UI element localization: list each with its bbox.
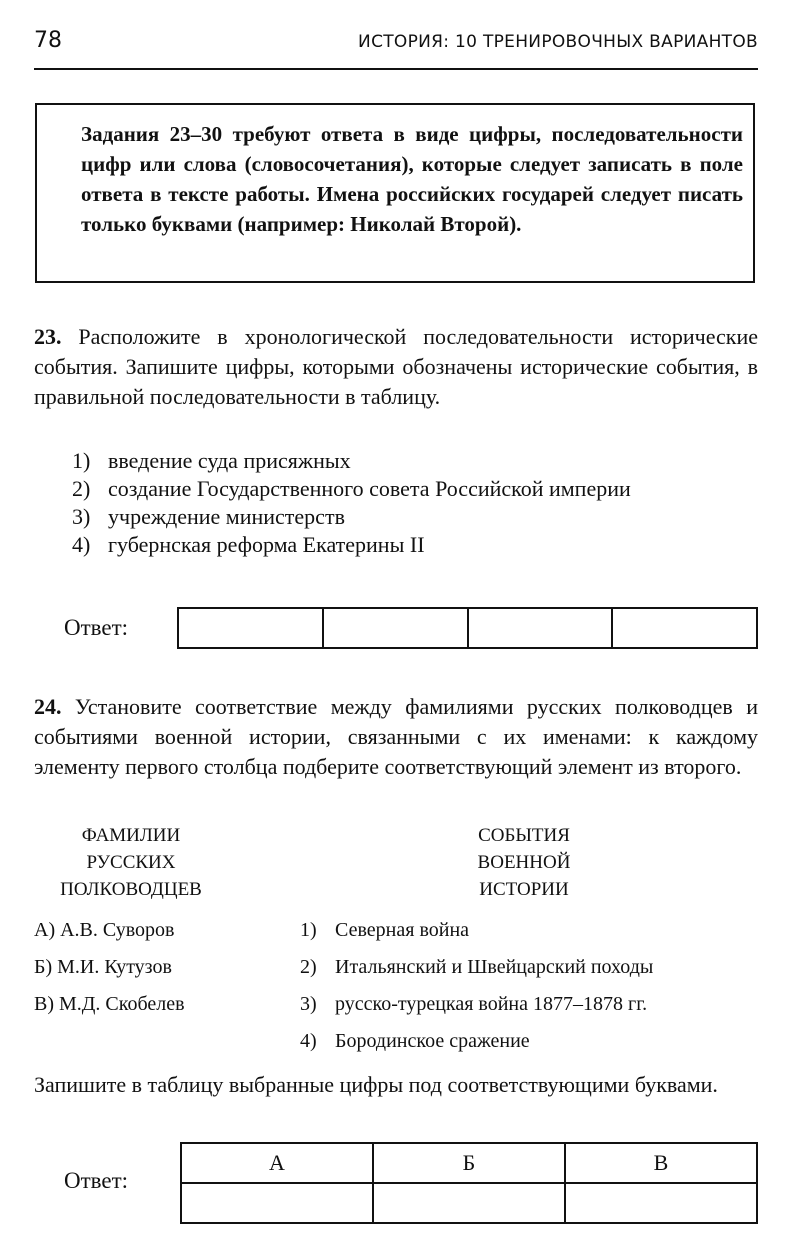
answer-cell-v[interactable] <box>565 1183 757 1223</box>
task-24-answer-label: Ответ: <box>64 1168 129 1193</box>
task-23-answer-label: Ответ: <box>64 615 129 640</box>
answer-cell-2[interactable] <box>323 608 468 648</box>
commanders-list <box>34 912 185 1023</box>
task-23-options <box>72 447 758 559</box>
header-line: ИСТОРИИ <box>479 879 569 900</box>
event-text: Итальянский и Швейцарский походы <box>335 956 654 978</box>
event-marker: 4) <box>300 1030 317 1052</box>
task-24-instruction: Запишите в таблицу выбранные цифры под соответствующими буквами. <box>34 1072 718 1097</box>
event-text: русско-турецкая война 1877–1878 гг. <box>335 993 648 1015</box>
task-23-answer-table <box>177 607 758 649</box>
option-text: введение суда присяжных <box>108 448 351 473</box>
event-marker: 2) <box>300 956 317 978</box>
task-23-prompt <box>34 322 758 412</box>
task-24-text: Установите соответствие между фамилиями русских полководцев и событиями военной истории, связанными с их именами: к каждому элементу первого столбца подберите соответствующий элемент из второго. <box>34 694 758 779</box>
option-text: губернская реформа Екатерины II <box>108 532 425 557</box>
option-marker: 2) <box>72 476 91 501</box>
right-column-header <box>420 822 628 903</box>
task-24-prompt <box>34 692 758 782</box>
page-header <box>34 24 758 70</box>
running-title: ИСТОРИЯ: 10 ТРЕНИРОВОЧНЫХ ВАРИАНТОВ <box>358 32 758 52</box>
option-marker: 4) <box>72 532 91 557</box>
event-marker: 3) <box>300 993 317 1015</box>
header-line: ВОЕННОЙ <box>477 852 571 873</box>
events-list <box>300 912 653 1060</box>
header-line: РУССКИХ <box>86 852 176 873</box>
event-item <box>300 1023 653 1060</box>
event-item <box>300 986 653 1023</box>
option-1 <box>72 447 758 475</box>
answer-cell-1[interactable] <box>178 608 323 648</box>
option-marker: 1) <box>72 448 91 473</box>
event-marker: 1) <box>300 919 317 941</box>
column-header-b: Б <box>373 1143 565 1183</box>
column-header-a: А <box>181 1143 373 1183</box>
column-header-v: В <box>565 1143 757 1183</box>
header-line: СОБЫТИЯ <box>478 825 570 846</box>
answer-cell-4[interactable] <box>612 608 757 648</box>
option-marker: 3) <box>72 504 91 529</box>
commander-item: А) А.В. Суворов <box>34 919 175 941</box>
task-24-answer-table <box>180 1142 758 1224</box>
page-number: 78 <box>34 28 62 53</box>
answer-cell-3[interactable] <box>468 608 613 648</box>
header-line: ПОЛКОВОДЦЕВ <box>60 879 202 900</box>
task-23-text: Расположите в хронологической последовательности исторические события. Запишите цифры, которыми обозначены исторические события, в правильной последовательности в таблицу. <box>34 324 758 409</box>
answer-cell-b[interactable] <box>373 1183 565 1223</box>
task-24-number: 24. <box>34 694 62 719</box>
event-text: Бородинское сражение <box>335 1030 530 1052</box>
option-4 <box>72 531 758 559</box>
event-item <box>300 912 653 949</box>
instructions-box: Задания 23–30 требуют ответа в виде цифры, последовательности цифр или слова (словосочетания), которые следует записать в поле ответа в тексте работы. Имена российских государей следует писать только буквами (например: Николай Второй). <box>35 103 755 283</box>
header-line: ФАМИЛИИ <box>81 825 181 846</box>
commander-item: В) М.Д. Скобелев <box>34 993 185 1015</box>
commander-item: Б) М.И. Кутузов <box>34 956 172 978</box>
option-2 <box>72 475 758 503</box>
option-text: учреждение министерств <box>108 504 345 529</box>
option-3 <box>72 503 758 531</box>
event-item <box>300 949 653 986</box>
task-23-number: 23. <box>34 324 62 349</box>
left-column-header <box>40 822 222 903</box>
option-text: создание Государственного совета Российской империи <box>108 476 631 501</box>
answer-cell-a[interactable] <box>181 1183 373 1223</box>
event-text: Северная война <box>335 919 470 941</box>
